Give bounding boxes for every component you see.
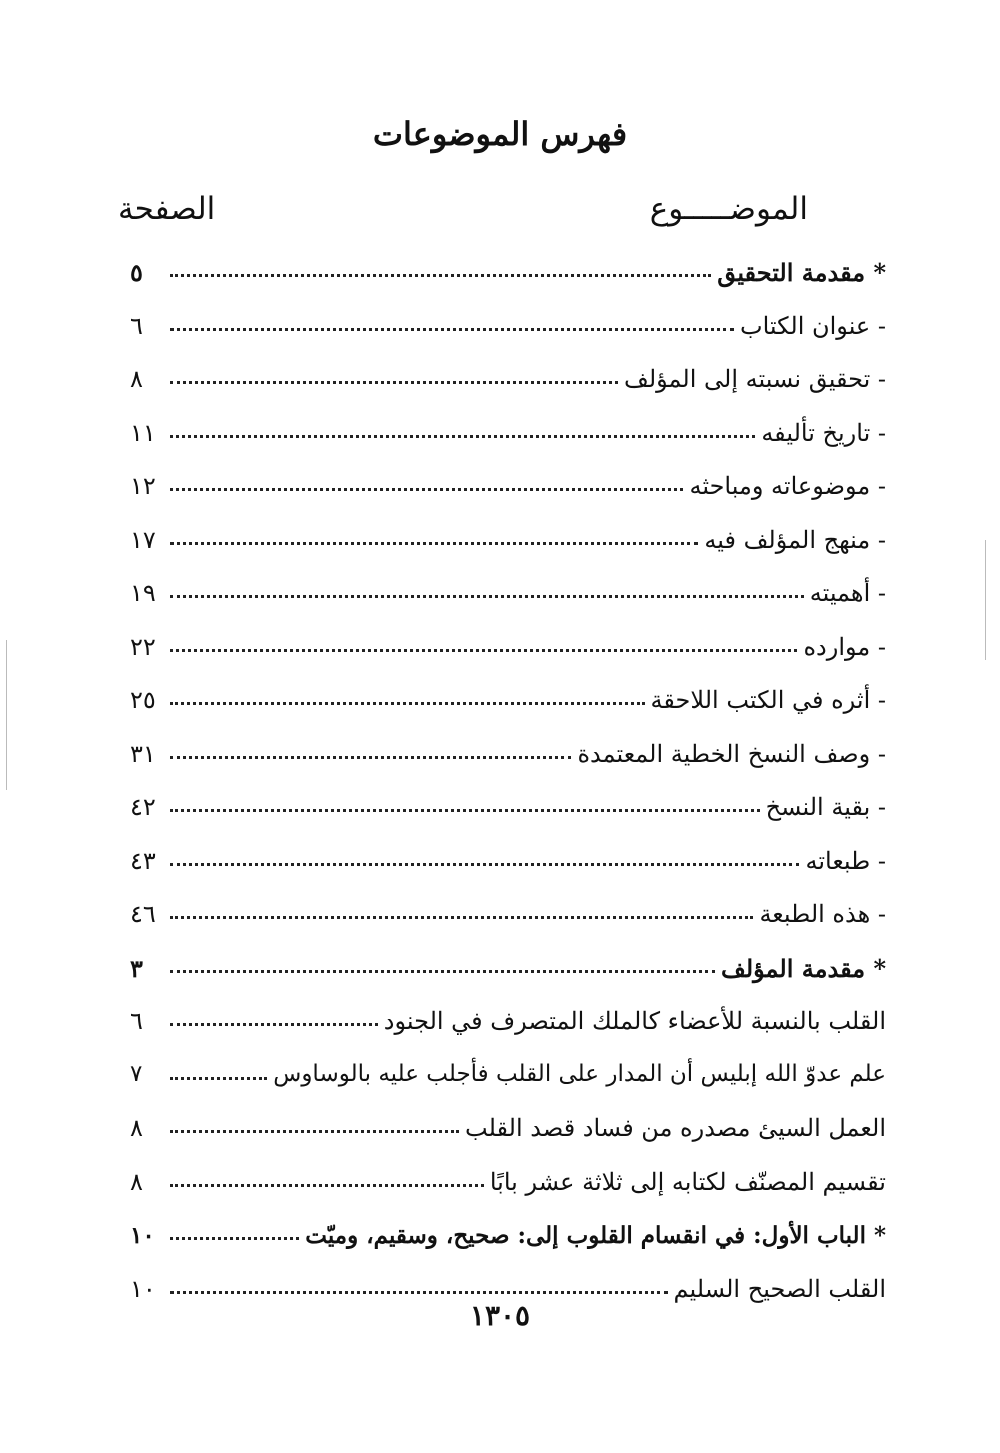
- toc-entry: [130, 1209, 886, 1263]
- toc-entry-page-number: ١٠: [130, 1274, 156, 1303]
- toc-entry: [130, 567, 886, 621]
- dot-leader: [170, 1227, 299, 1240]
- toc-entry: [130, 460, 886, 514]
- toc-entry-label: القلب الصحيح السليم: [673, 1274, 886, 1303]
- toc-entry: [130, 835, 886, 889]
- toc-entry-label: - تحقيق نسبته إلى المؤلف: [623, 365, 886, 394]
- toc-entry: [130, 995, 886, 1049]
- toc-entry-page-number: ٥: [130, 258, 143, 288]
- toc-entry-label: * مقدمة التحقيق: [717, 258, 886, 288]
- toc-entry-label: - موضوعاته ومباحثه: [689, 472, 886, 501]
- dot-leader: [170, 1120, 459, 1133]
- toc-entry-label: - عنوان الكتاب: [739, 311, 886, 340]
- dot-leader: [170, 746, 571, 759]
- toc-entry-page-number: ٢٢: [130, 632, 156, 661]
- toc-entry-page-number: ٧: [130, 1061, 143, 1088]
- toc-entry-page-number: ١٧: [130, 525, 156, 554]
- toc-entry-label: العمل السيئ مصدره من فساد قصد القلب: [465, 1114, 886, 1143]
- dot-leader: [170, 318, 734, 331]
- page-edge-mark: [985, 540, 986, 660]
- dot-leader: [170, 264, 711, 277]
- toc-entry: [130, 353, 886, 407]
- toc-entry: [130, 621, 886, 675]
- toc-entry-label: - موارده: [803, 632, 886, 661]
- dot-leader: [170, 960, 715, 973]
- dot-leader: [170, 1174, 484, 1187]
- page-edge-mark: [6, 640, 7, 790]
- dot-leader: [170, 1013, 378, 1026]
- toc-entry: [130, 1102, 886, 1156]
- toc-entry-label: القلب بالنسبة للأعضاء كالملك المتصرف في الجنود: [383, 1007, 886, 1036]
- topic-column-header: الموضـــــوع: [649, 191, 808, 227]
- toc-entry-page-number: ٣: [130, 953, 143, 983]
- toc-entry-page-number: ١٩: [130, 579, 156, 608]
- toc-entry-label: - أثره في الكتب اللاحقة: [650, 686, 886, 715]
- toc-entry: [130, 781, 886, 835]
- toc-entry-page-number: ٣١: [130, 739, 156, 768]
- dot-leader: [170, 853, 799, 866]
- dot-leader: [170, 639, 797, 652]
- toc-entry-label: علم عدوّ الله إبليس أن المدار على القلب فأجلب عليه بالوساوس: [273, 1061, 886, 1088]
- toc-entry-page-number: ٤٣: [130, 846, 156, 875]
- dot-leader: [170, 799, 760, 812]
- toc-entry-page-number: ١١: [130, 418, 156, 447]
- toc-entry: [130, 407, 886, 461]
- toc-entry-page-number: ٤٦: [130, 900, 156, 929]
- dot-leader: [170, 478, 683, 491]
- dot-leader: [170, 1281, 668, 1294]
- toc-entry-page-number: ٢٥: [130, 686, 156, 715]
- toc-entry-label: تقسيم المصنّف لكتابه إلى ثلاثة عشر بابًا: [489, 1167, 886, 1196]
- dot-leader: [170, 585, 804, 598]
- dot-leader: [170, 425, 755, 438]
- page-title: فهرس الموضوعات: [372, 115, 628, 153]
- dot-leader: [170, 692, 645, 705]
- toc-entry: [130, 674, 886, 728]
- toc-entry-page-number: ٤٢: [130, 793, 156, 822]
- toc-entry-label: - منهج المؤلف فيه: [704, 525, 886, 554]
- toc-entry-page-number: ٦: [130, 311, 143, 340]
- toc-entry: [130, 1049, 886, 1103]
- toc-entry-label: - تاريخ تأليفه: [761, 418, 886, 447]
- dot-leader: [170, 906, 753, 919]
- dot-leader: [170, 532, 698, 545]
- toc-entry-page-number: ٨: [130, 1114, 143, 1143]
- toc-entry-page-number: ١٢: [130, 472, 156, 501]
- toc-entry: [130, 942, 886, 996]
- toc-entry-page-number: ١٠: [130, 1221, 155, 1249]
- toc-entry-label: * مقدمة المؤلف: [721, 953, 886, 983]
- dot-leader: [170, 371, 618, 384]
- page-column-header: الصفحة: [118, 191, 216, 227]
- toc-entry-label: - أهميته: [809, 579, 886, 608]
- toc-entry: [130, 246, 886, 300]
- toc-entry: [130, 728, 886, 782]
- toc-entry-label: - وصف النسخ الخطية المعتمدة: [577, 739, 886, 768]
- toc-entry: [130, 1156, 886, 1210]
- toc-entry: [130, 888, 886, 942]
- toc-entry-page-number: ٨: [130, 365, 143, 394]
- folio-page-number: ١٣٠٥: [469, 1299, 531, 1332]
- toc-entry-label: - بقية النسخ: [765, 793, 886, 822]
- table-of-contents: [130, 246, 886, 1316]
- toc-entry-page-number: ٨: [130, 1167, 143, 1196]
- toc-entry-label: - طبعاته: [805, 846, 886, 875]
- toc-entry-label: - هذه الطبعة: [759, 900, 886, 929]
- toc-entry: [130, 300, 886, 354]
- toc-entry: [130, 514, 886, 568]
- toc-entry-label: * الباب الأول: في انقسام القلوب إلى: صحيح، وسقيم، وميّت: [305, 1221, 886, 1249]
- toc-entry-page-number: ٦: [130, 1007, 143, 1036]
- dot-leader: [170, 1067, 267, 1080]
